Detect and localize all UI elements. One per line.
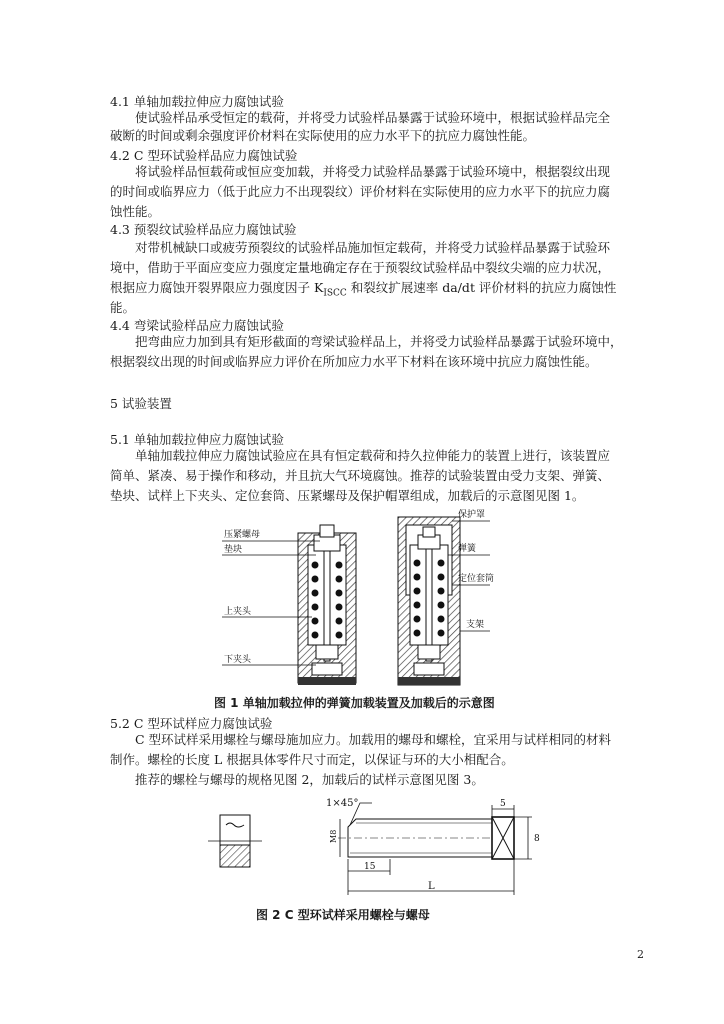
section-5-2-heading: 5.2 C 型环试样应力腐蚀试验	[110, 716, 273, 731]
section-4-4-line: 把弯曲应力加到具有矩形截面的弯梁试验样品上，并将受力试验样品暴露于试验环境中，	[135, 334, 623, 349]
label-frame: 支架	[466, 620, 485, 630]
section-4-3-rate-text: 和裂纹扩展速率 da/dt 评价材料的抗应力腐蚀性	[350, 280, 617, 295]
section-4-4-line: 根据裂纹出现的时间或临界应力评价在所加应力水平下材料在该环境中抗应力腐蚀性能。	[110, 354, 598, 369]
section-4-3-line: 境中，借助于平面应变应力强度定量地确定存在于预裂纹试验样品中裂纹尖端的应力状况，	[110, 260, 611, 275]
figure-2-diagram	[200, 795, 560, 903]
section-5-2-line: 制作。螺栓的长度 L 根据具体零件尺寸而定，以保证与环的大小相配合。	[110, 752, 514, 767]
label-sleeve: 定位套筒	[458, 574, 495, 584]
dim-chamfer: 1×45°	[326, 798, 359, 809]
nut-section	[208, 815, 262, 867]
apparatus-left	[298, 525, 356, 685]
section-4-2-heading: 4.2 C 型环试验样品应力腐蚀试验	[110, 148, 298, 163]
dim-m8: M8	[329, 829, 338, 843]
dim-15: 15	[364, 862, 376, 872]
section-4-3-heading: 4.3 预裂纹试验样品应力腐蚀试验	[110, 222, 297, 237]
section-4-3-line	[110, 276, 616, 306]
kiscc-subscript: ISCC	[323, 288, 347, 299]
section-5-1-heading: 5.1 单轴加载拉伸应力腐蚀试验	[110, 432, 284, 447]
figure-1-diagram	[220, 505, 500, 690]
bolt	[338, 803, 532, 895]
figure-2-caption: 图 2 C 型环试样采用螺栓与螺母	[256, 908, 430, 922]
section-4-3-line: 对带机械缺口或疲劳预裂纹的试验样品施加恒定载荷，并将受力试验样品暴露于试验环	[135, 240, 611, 255]
label-pad: 垫块	[224, 545, 243, 555]
page-number: 2	[637, 948, 644, 961]
apparatus-right	[398, 517, 460, 685]
section-4-3-line: 能。	[110, 300, 136, 315]
section-4-3-kiscc-text: 根据应力腐蚀开裂界限应力强度因子 K	[110, 280, 324, 295]
label-cover: 保护罩	[458, 510, 486, 520]
section-4-2-line: 的时间或临界应力（低于此应力不出现裂纹）评价材料在实际使用的应力水平下的抗应力腐	[110, 184, 611, 199]
dim-5: 5	[500, 799, 506, 809]
section-4-1-line: 使试验样品承受恒定的载荷，并将受力试验样品暴露于试验环境中，根据试验样品完全	[135, 110, 611, 125]
section-5-1-line: 垫块、试样上下夹头、定位套筒、压紧螺母及保护帽罩组成，加载后的示意图见图 1。	[110, 488, 585, 503]
section-4-2-line: 将试验样品恒载荷或恒应变加载，并将受力试验样品暴露于试验环境中，根据裂纹出现	[135, 164, 611, 179]
section-4-1-line: 破断的时间或剩余强度评价材料在实际使用的应力水平下的抗应力腐蚀性能。	[110, 128, 536, 143]
dim-8: 8	[534, 834, 540, 844]
figure-1-caption: 图 1 单轴加载拉伸的弹簧加载装置及加载后的示意图	[214, 696, 495, 710]
section-5-1-line: 单轴加载拉伸应力腐蚀试验应在具有恒定载荷和持久拉伸能力的装置上进行，该装置应	[135, 448, 611, 463]
section-5-2-line: 推荐的螺栓与螺母的规格见图 2，加载后的试样示意图见图 3。	[135, 772, 484, 787]
label-lower-clamp: 下夹头	[224, 655, 252, 665]
label-nut: 压紧螺母	[224, 530, 261, 540]
section-5-heading: 5 试验装置	[110, 396, 172, 411]
dim-l: L	[428, 881, 435, 892]
section-5-1-line: 简单、紧凑、易于操作和移动，并且抗大气环境腐蚀。推荐的试验装置由受力支架、弹簧、	[110, 468, 611, 483]
section-5-2-line: C 型环试样采用螺栓与螺母施加应力。加载用的螺母和螺栓，宜采用与试样相同的材料	[135, 732, 612, 747]
section-4-1-heading: 4.1 单轴加载拉伸应力腐蚀试验	[110, 94, 284, 109]
label-upper-clamp: 上夹头	[224, 607, 252, 617]
section-4-4-heading: 4.4 弯梁试验样品应力腐蚀试验	[110, 318, 284, 333]
label-spring: 弹簧	[458, 544, 477, 554]
section-4-2-line: 蚀性能。	[110, 204, 161, 219]
